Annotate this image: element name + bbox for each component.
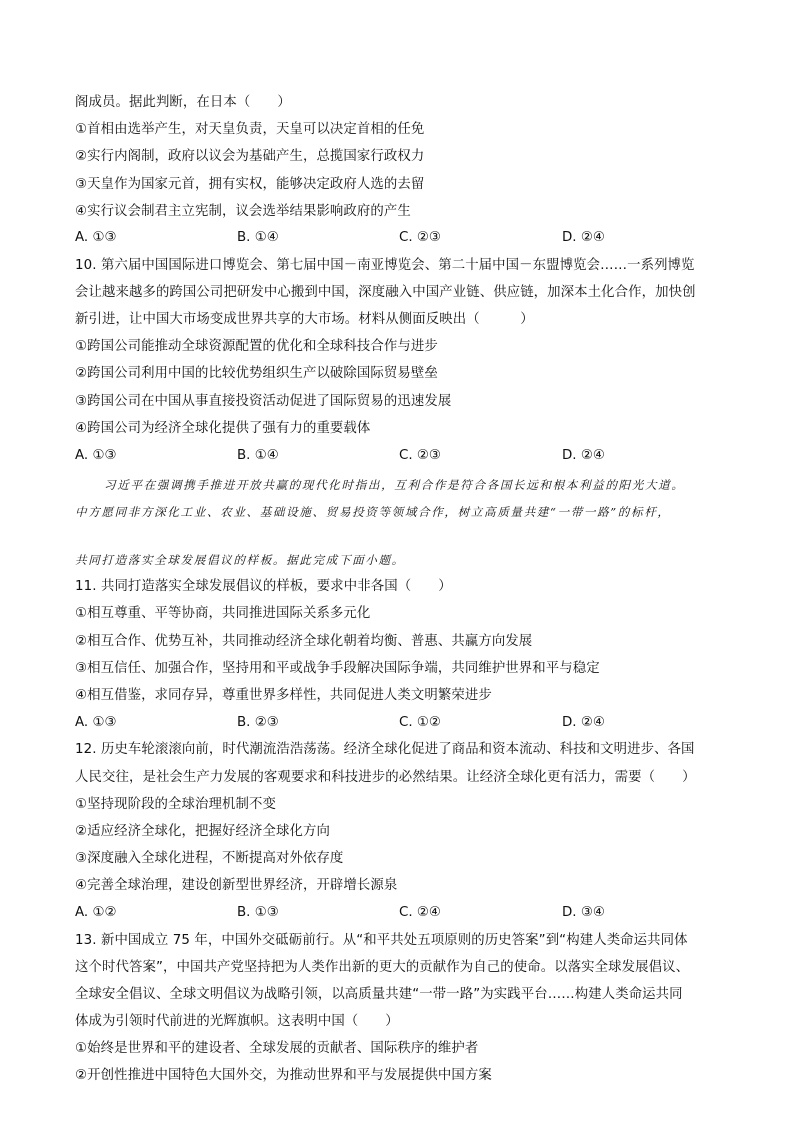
q9-option-a[interactable]: A. ①③ (75, 230, 117, 245)
q9-statement-1: ①首相由选举产生，对天皇负责，天皇可以决定首相的任免 (75, 122, 425, 137)
q9-option-c[interactable]: C. ②③ (399, 230, 441, 245)
q10-statement-1: ①跨国公司能推动全球资源配置的优化和全球科技合作与进步 (75, 339, 438, 354)
q10-option-a[interactable]: A. ①③ (75, 448, 117, 463)
q10-options (75, 447, 735, 465)
q9-options (75, 229, 735, 247)
q11-statement-1: ①相互尊重、平等协商，共同推进国际关系多元化 (75, 606, 371, 621)
q13-statement-1: ①始终是世界和平的建设者、全球发展的贡献者、国际秩序的维护者 (75, 1041, 479, 1056)
q12-statement-3: ③深度融入全球化进程，不断提高对外依存度 (75, 851, 344, 866)
q10-stem-line-2: 会让越来越多的跨国公司把研发中心搬到中国，深度融入中国产业链、供应链，加深本土化合作，加快创 (75, 285, 696, 300)
q12-options (75, 904, 735, 922)
q11-statement-4: ④相互借鉴，求同存异，尊重世界多样性，共同促进人类文明繁荣进步 (75, 688, 492, 703)
q10-option-d[interactable]: D. ②④ (562, 448, 605, 463)
q10-option-b[interactable]: B. ①④ (237, 448, 279, 463)
q11-option-c[interactable]: C. ①② (399, 715, 441, 730)
q9-option-d[interactable]: D. ②④ (562, 230, 605, 245)
q13-stem-line-3: 全球安全倡议、全球文明倡议为战略引领，以高质量共建“一带一路”为实践平台……构建人类命运共同 (75, 987, 683, 1002)
q12-option-c[interactable]: C. ②④ (399, 905, 441, 920)
q12-statement-1: ①坚持现阶段的全球治理机制不变 (75, 797, 276, 812)
q11-statement-3: ③相互信任、加强合作，坚持用和平或战争手段解决国际争端，共同维护世界和平与稳定 (75, 661, 600, 676)
q13-statement-2: ②开创性推进中国特色大国外交，为推动世界和平与发展提供中国方案 (75, 1068, 492, 1083)
q10-statement-4: ④跨国公司为经济全球化提供了强有力的重要载体 (75, 421, 371, 436)
q11-statement-2: ②相互合作、优势互补，共同推动经济全球化朝着均衡、普惠、共赢方向发展 (75, 634, 533, 649)
q10-statement-3: ③跨国公司在中国从事直接投资活动促进了国际贸易的迅速发展 (75, 394, 452, 409)
q12-option-d[interactable]: D. ③④ (562, 905, 605, 920)
q13-stem-line-2: 这个时代答案”，中国共产党坚持把为人类作出新的更大的贡献作为自己的使命。以落实全球发展倡议、 (75, 960, 690, 975)
q10-statement-2: ②跨国公司利用中国的比较优势组织生产以破除国际贸易壁垒 (75, 366, 438, 381)
q11-stem: 11. 共同打造落实全球发展倡议的样板，要求中非各国（ ） (75, 579, 452, 594)
q13-stem-line-1: 13. 新中国成立 75 年，中国外交砥砺前行。从“和平共处五项原则的历史答案”到“构建人类命运共同体 (75, 933, 688, 948)
q9-option-b[interactable]: B. ①④ (237, 230, 279, 245)
q9-statement-4: ④实行议会制君主立宪制，议会选举结果影响政府的产生 (75, 204, 411, 219)
q9-statement-3: ③天皇作为国家元首，拥有实权，能够决定政府人选的去留 (75, 177, 425, 192)
q12-stem-line-1: 12. 历史车轮滚滚向前，时代潮流浩浩荡荡。经济全球化促进了商品和资本流动、科技和文明进步、各国 (75, 742, 695, 757)
material-line-3: 共同打造落实全球发展倡议的样板。据此完成下面小题。 (75, 553, 405, 567)
q12-option-b[interactable]: B. ①③ (237, 905, 279, 920)
q11-option-b[interactable]: B. ②③ (237, 715, 279, 730)
q11-option-d[interactable]: D. ②④ (562, 715, 605, 730)
material-line-1: 习近平在强调携手推进开放共赢的现代化时指出，互利合作是符合各国长远和根本利益的阳光大道。 (104, 478, 685, 492)
material-line-2: 中方愿同非方深化工业、农业、基础设施、贸易投资等领域合作，树立高质量共建“一带一路”的标杆， (75, 505, 671, 519)
q12-statement-2: ②适应经济全球化，把握好经济全球化方向 (75, 824, 330, 839)
q11-option-a[interactable]: A. ①③ (75, 715, 117, 730)
q10-option-c[interactable]: C. ②③ (399, 448, 441, 463)
q10-stem-line-3: 新引进，让中国大市场变成世界共享的大市场。材料从侧面反映出（ ） (75, 312, 534, 327)
q11-options (75, 714, 735, 732)
q12-stem-line-2: 人民交往，是社会生产力发展的客观要求和科技进步的必然结果。让经济全球化更有活力，需要（ ） (75, 770, 696, 785)
q12-statement-4: ④完善全球治理，建设创新型世界经济，开辟增长源泉 (75, 878, 398, 893)
q9-statement-2: ②实行内阁制，政府以议会为基础产生，总揽国家行政权力 (75, 149, 425, 164)
q13-stem-line-4: 体成为引领时代前进的光辉旗帜。这表明中国（ ） (75, 1014, 399, 1029)
q10-stem-line-1: 10. 第六届中国国际进口博览会、第七届中国－南亚博览会、第二十届中国－东盟博览会……一系列博览 (75, 258, 695, 273)
q9-stem: 阁成员。据此判断，在日本（ ） (75, 95, 291, 110)
q12-option-a[interactable]: A. ①② (75, 905, 117, 920)
